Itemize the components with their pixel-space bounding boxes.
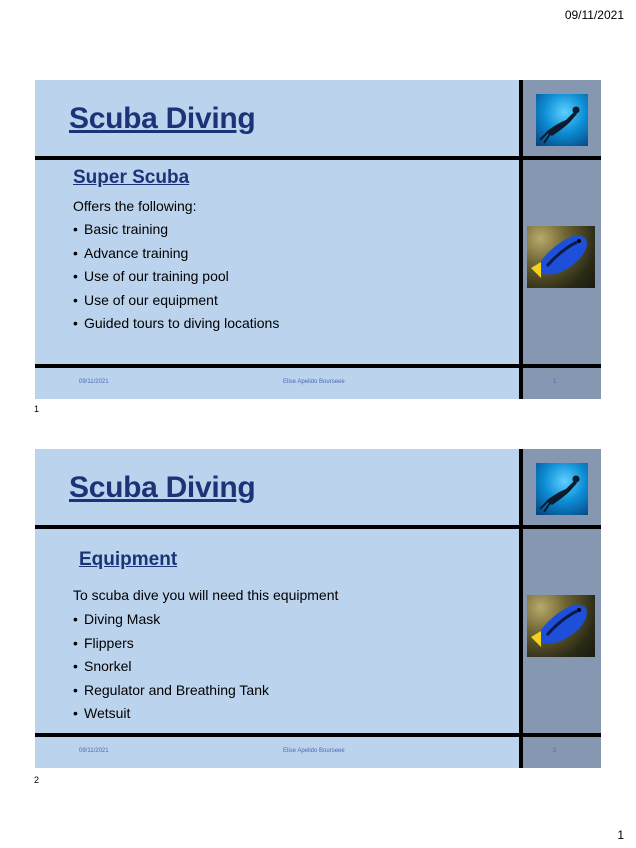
page-date: 09/11/2021 [564, 8, 624, 22]
scuba-diver-photo-icon [536, 94, 588, 146]
slide-title: Scuba Diving [69, 471, 256, 504]
footer-slide-number: 1 [553, 379, 557, 385]
footer-divider [35, 733, 601, 737]
list-item: • Flippers [73, 632, 269, 656]
slide-intro: To scuba dive you will need this equipment [73, 587, 339, 603]
title-divider [35, 525, 601, 529]
footer-date: 09/11/2021 [79, 379, 109, 385]
list-item: • Guided tours to diving locations [73, 312, 279, 336]
footer-author: Elise Apelido Bourseee [283, 379, 345, 385]
slide-title: Scuba Diving [69, 102, 256, 135]
list-item: • Use of our training pool [73, 265, 279, 289]
footer-date: 09/11/2021 [79, 748, 109, 754]
list-item: • Regulator and Breathing Tank [73, 679, 269, 703]
bullet-list [73, 218, 279, 336]
slide-label: 2 [34, 775, 40, 785]
list-item: • Use of our equipment [73, 289, 279, 313]
vertical-divider [519, 449, 523, 768]
list-item: • Basic training [73, 218, 279, 242]
bullet-list [73, 608, 269, 726]
blue-tang-fish-photo-icon [527, 226, 595, 288]
footer-divider [35, 364, 601, 368]
list-item: • Advance training [73, 242, 279, 266]
list-item: • Snorkel [73, 655, 269, 679]
page-number: 1 [617, 828, 624, 842]
title-divider [35, 156, 601, 160]
slide-2 [35, 449, 601, 768]
slide-1 [35, 80, 601, 399]
vertical-divider [519, 80, 523, 399]
slide-intro: Offers the following: [73, 198, 197, 214]
footer-slide-number: 2 [553, 748, 557, 754]
list-item: • Diving Mask [73, 608, 269, 632]
slide-subtitle: Super Scuba [73, 167, 190, 188]
blue-tang-fish-photo-icon [527, 595, 595, 657]
slide-subtitle: Equipment [79, 549, 178, 570]
slide-label: 1 [34, 404, 40, 414]
footer-author: Elise Apelido Bourseee [283, 748, 345, 754]
list-item: • Wetsuit [73, 702, 269, 726]
scuba-diver-photo-icon [536, 463, 588, 515]
